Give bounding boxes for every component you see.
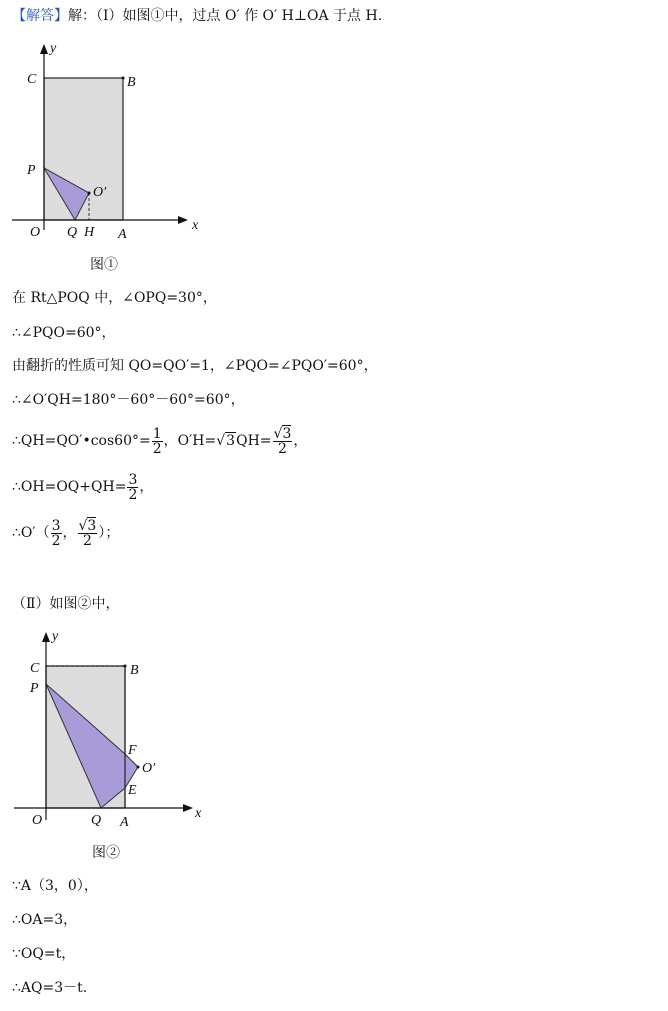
coord-x-fraction: $\frac{3}{2}$	[51, 517, 61, 549]
label-a-2: A	[120, 815, 129, 830]
part1-line-4: ∴∠O′QH=180°－60°－60°=60°，	[12, 392, 245, 408]
part1-line-6: ∴OH=OQ+QH= $\frac{3}{2}$ ，	[12, 471, 154, 503]
label-h: H	[84, 225, 95, 240]
x-axis-arrow-icon-2	[183, 804, 193, 812]
figure-1-caption: 图①	[90, 257, 118, 273]
label-c: C	[27, 72, 37, 87]
x-axis-arrow-icon	[178, 216, 188, 224]
part2-line-1: ∵A（3，0），	[12, 878, 98, 894]
figure-1	[0, 30, 220, 250]
part2-line-4: ∴AQ=3－t.	[12, 980, 88, 996]
solution-header	[12, 6, 382, 26]
label-a: A	[118, 227, 127, 242]
label-x-2: x	[195, 806, 202, 821]
figure-2	[0, 622, 220, 842]
label-b-2: B	[130, 663, 139, 678]
label-p: P	[27, 163, 36, 178]
label-p-2: P	[30, 681, 39, 696]
header-text: 解：（Ⅰ）如图①中，过点 O′ 作 O′ H⊥OA 于点 H.	[68, 8, 383, 24]
coord-y-fraction: $\frac{√3}{2}$	[78, 517, 97, 549]
part1-line-2: ∴∠PQO=60°，	[12, 325, 116, 341]
fraction-three-halves: $\frac{3}{2}$	[128, 471, 138, 503]
part2-line-2: ∴OA=3，	[12, 912, 78, 928]
label-o: O	[30, 225, 41, 240]
fraction-one-half: $\frac{1}{2}$	[152, 425, 162, 457]
fraction-sqrt3-over-2: $\frac{√3}{2}$	[273, 425, 292, 457]
label-q: Q	[67, 225, 78, 240]
label-c-2: C	[30, 661, 40, 676]
sqrt-three: √3	[216, 433, 236, 449]
part1-line-7: ∴O′（ $\frac{3}{2}$ ， $\frac{√3}{2}$ ）；	[12, 517, 120, 549]
label-o-prime: O′	[93, 185, 107, 200]
label-e-2: E	[128, 783, 137, 798]
label-b: B	[127, 75, 136, 90]
label-y-2: y	[52, 629, 59, 644]
figure-2-caption: 图②	[92, 845, 120, 861]
part1-line-3: 由翻折的性质可知 QO=QO′=1，∠PQO=∠PQO′=60°，	[12, 358, 378, 374]
y-axis-arrow-icon	[40, 44, 48, 54]
label-q-2: Q	[91, 813, 102, 828]
label-f-2: F	[128, 743, 137, 758]
y-axis-arrow-icon-2	[42, 632, 50, 642]
part2-heading: （Ⅱ）如图②中，	[12, 596, 120, 612]
part1-line-5: ∴QH=QO′•cos60°= $\frac{1}{2}$ ，O′H=√3QH= $\frac{√3}{2}$ ，	[12, 425, 308, 457]
label-o-prime-2: O′	[142, 761, 156, 776]
label-o-2: O	[32, 813, 43, 828]
part1-line-1: 在 Rt△POQ 中，∠OPQ=30°，	[12, 290, 217, 306]
label-x: x	[192, 218, 199, 233]
part2-line-3: ∵OQ=t，	[12, 946, 76, 962]
label-y: y	[50, 41, 57, 56]
answer-tag: 【解答】	[12, 8, 68, 24]
